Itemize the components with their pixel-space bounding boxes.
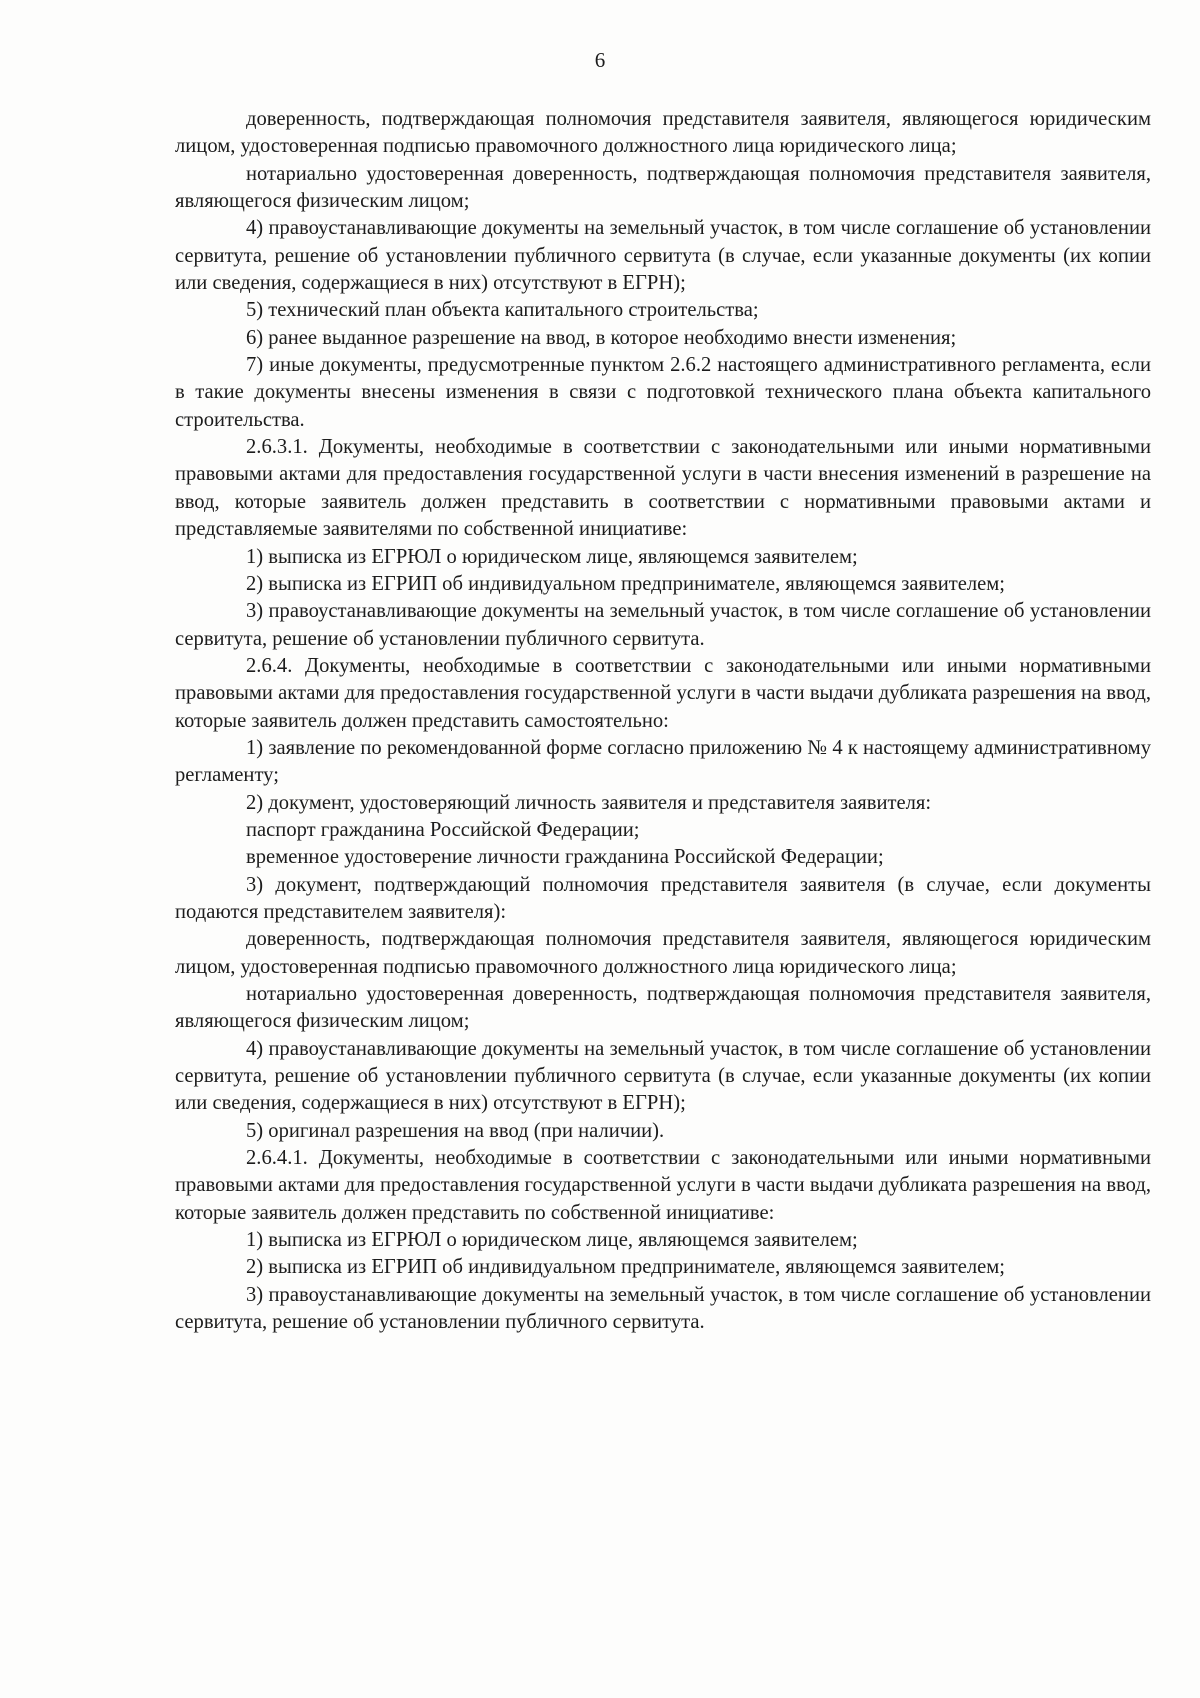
- paragraph: 4) правоустанавливающие документы на земельный участок, в том числе соглашение об установлении сервитута, решение об установлении публичного сервитута (в случае, если указанные документы (их копии или сведения, содержащиеся в них) отсутствуют в ЕГРН);: [175, 217, 1151, 295]
- paragraph: 5) технический план объекта капитального строительства;: [246, 299, 759, 322]
- paragraph: 2) выписка из ЕГРИП об индивидуальном предпринимателе, являющемся заявителем;: [246, 572, 1006, 595]
- paragraph: доверенность, подтверждающая полномочия представителя заявителя, являющегося юридическим лицом, удостоверенная подписью правомочного должностного лица юридического лица;: [175, 928, 1151, 978]
- document-body: [175, 106, 1151, 1336]
- paragraph: 6) ранее выданное разрешение на ввод, в которое необходимо внести изменения;: [246, 326, 957, 349]
- paragraph: паспорт гражданина Российской Федерации;: [246, 818, 640, 841]
- paragraph: доверенность, подтверждающая полномочия представителя заявителя, являющегося юридическим лицом, удостоверенная подписью правомочного должностного лица юридического лица;: [175, 108, 1151, 158]
- paragraph: 1) выписка из ЕГРЮЛ о юридическом лице, являющемся заявителем;: [246, 545, 858, 568]
- paragraph: 3) документ, подтверждающий полномочия представителя заявителя (в случае, если документы подаются представителем заявителя):: [175, 873, 1151, 923]
- paragraph: 2) выписка из ЕГРИП об индивидуальном предпринимателе, являющемся заявителем;: [246, 1256, 1006, 1279]
- paragraph: 4) правоустанавливающие документы на земельный участок, в том числе соглашение об установлении сервитута, решение об установлении публичного сервитута (в случае, если указанные документы (их копии или сведения, содержащиеся в них) отсутствуют в ЕГРН);: [175, 1037, 1151, 1115]
- page-number: 6: [594, 48, 606, 72]
- paragraph: 1) выписка из ЕГРЮЛ о юридическом лице, являющемся заявителем;: [246, 1229, 858, 1252]
- paragraph: 5) оригинал разрешения на ввод (при наличии).: [246, 1119, 665, 1142]
- paragraph: 3) правоустанавливающие документы на земельный участок, в том числе соглашение об установлении сервитута, решение об установлении публичного сервитута.: [175, 600, 1151, 650]
- paragraph: 2.6.4. Документы, необходимые в соответствии с законодательными или иными нормативными правовыми актами для предоставления государственной услуги в части выдачи дубликата разрешения на ввод, которые заявитель должен представить самостоятельно:: [175, 654, 1151, 732]
- paragraph: 7) иные документы, предусмотренные пунктом 2.6.2 настоящего административного регламента, если в такие документы внесены изменения в связи с подготовкой технического плана объекта капитального строительства.: [175, 354, 1151, 431]
- paragraph: нотариально удостоверенная доверенность, подтверждающая полномочия представителя заявителя, являющегося физическим лицом;: [175, 983, 1151, 1033]
- paragraph: 2) документ, удостоверяющий личность заявителя и представителя заявителя:: [246, 791, 932, 814]
- paragraph: временное удостоверение личности гражданина Российской Федерации;: [246, 846, 884, 869]
- paragraph: 1) заявление по рекомендованной форме согласно приложению № 4 к настоящему административному регламенту;: [175, 736, 1151, 787]
- paragraph: 2.6.3.1. Документы, необходимые в соответствии с законодательными или иными нормативными правовыми актами для предоставления государственной услуги в части внесения изменений в разрешение на ввод, которые заявитель должен представить в соответствии с нормативными правовыми актами и представляемые заявителями по собственной инициативе:: [175, 436, 1151, 541]
- paragraph: нотариально удостоверенная доверенность, подтверждающая полномочия представителя заявителя, являющегося физическим лицом;: [175, 162, 1151, 213]
- paragraph: 2.6.4.1. Документы, необходимые в соответствии с законодательными или иными нормативными правовыми актами для предоставления государственной услуги в части выдачи дубликата разрешения на ввод, которые заявитель должен представить по собственной инициативе:: [175, 1147, 1151, 1224]
- paragraph: 3) правоустанавливающие документы на земельный участок, в том числе соглашение об установлении сервитута, решение об установлении публичного сервитута.: [175, 1283, 1151, 1334]
